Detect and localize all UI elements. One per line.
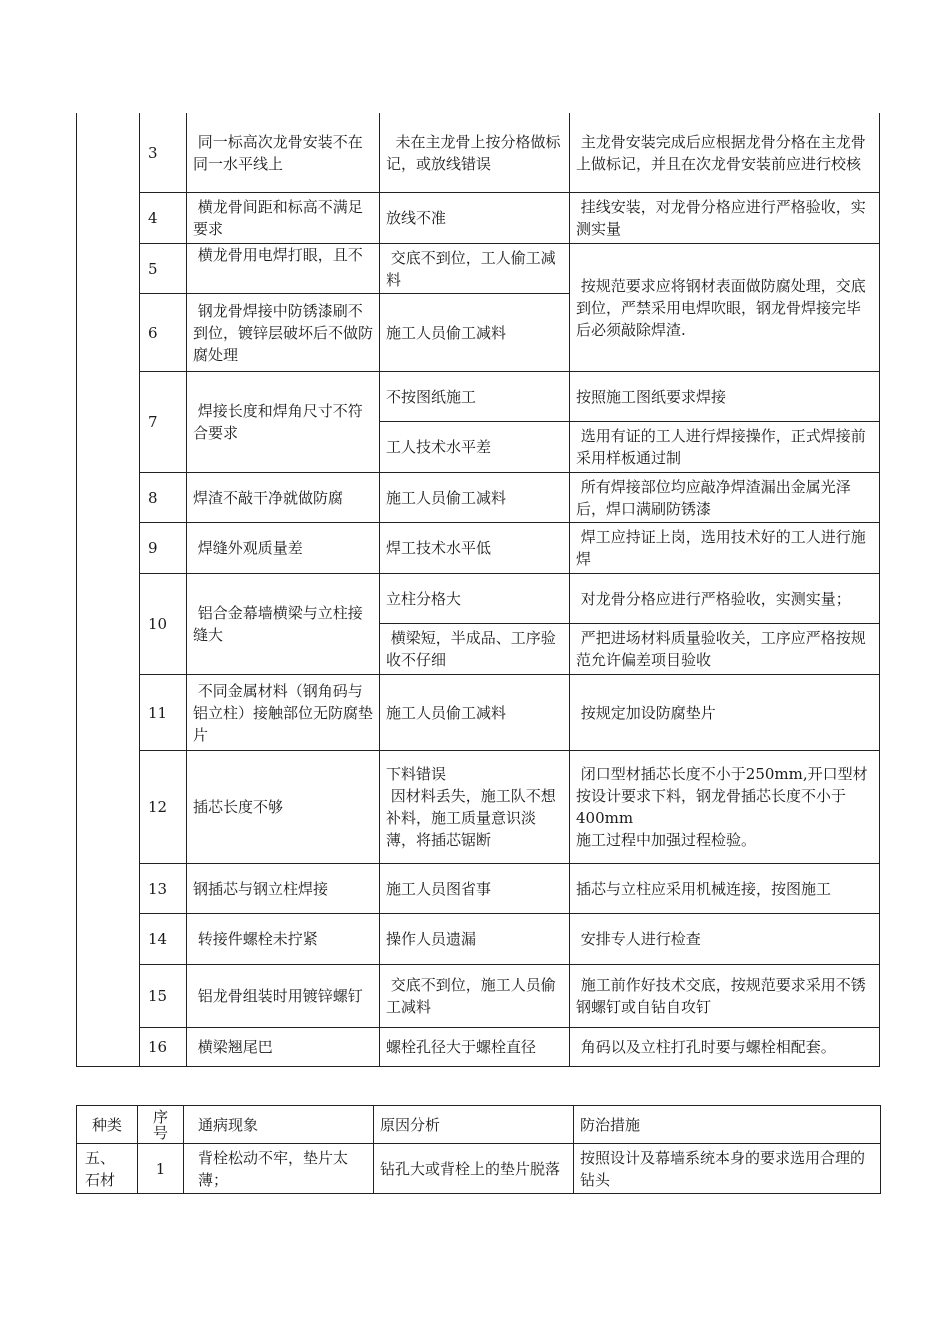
header-no: 序号 — [138, 1106, 184, 1144]
row-number: 5 — [148, 259, 158, 278]
category-cell: 五、石材 — [77, 1144, 138, 1194]
phenomenon-cell: 横龙骨间距和标高不满足要求 — [193, 198, 363, 238]
phenomenon-cell: 不同金属材料（钢角码与铝立柱）接触部位无防腐垫片 — [193, 681, 374, 744]
phenomenon-cell: 焊缝外观质量差 — [193, 539, 303, 557]
cause-cell: 下料错误 因材料丢失，施工队不想补料，施工质量意识淡薄，将插芯锯断 — [386, 765, 556, 849]
measure-cell: 闭口型材插芯长度不小于250mm,开口型材按设计要求下料，钢龙骨插芯长度不小于400mm 施工过程中加强过程检验。 — [576, 765, 868, 849]
cause-cell: 交底不到位，工人偷工减料 — [386, 248, 556, 289]
measure-cell: 按照施工图纸要求焊接 — [576, 387, 727, 406]
header-measure: 防治措施 — [574, 1106, 881, 1144]
phenomenon-cell: 钢插芯与钢立柱焊接 — [193, 879, 329, 898]
cause-cell: 放线不准 — [386, 209, 447, 227]
phenomenon-cell: 插芯长度不够 — [193, 798, 284, 816]
measure-cell: 插芯与立柱应采用机械连接，按图施工 — [576, 879, 832, 898]
measure-cell-merged: 按规范要求应将钢材表面做防腐处理，交底到位，严禁采用电焊吹眼，钢龙骨焊接完毕后必须敲除焊渣. — [576, 276, 866, 339]
header-cause: 原因分析 — [374, 1106, 574, 1144]
cause-cell: 施工人员图省事 — [386, 879, 492, 898]
cause-cell: 工人技术水平差 — [386, 438, 492, 456]
measure-cell: 按规定加设防腐垫片 — [576, 703, 716, 722]
row-number: 7 — [148, 413, 158, 431]
cause-cell: 施工人员偷工减料 — [386, 703, 507, 722]
phenomenon-cell: 转接件螺栓未拧紧 — [193, 930, 318, 948]
row-number: 12 — [148, 798, 168, 816]
measure-cell: 安排专人进行检查 — [576, 930, 701, 948]
table-header-row — [77, 1106, 881, 1144]
cause-cell: 钻孔大或背栓上的垫片脱落 — [374, 1144, 574, 1194]
measure-cell: 焊工应持证上岗，选用技术好的工人进行施焊 — [576, 528, 866, 568]
header-phenomenon: 通病现象 — [184, 1106, 374, 1144]
row-number: 8 — [148, 488, 158, 507]
measure-cell: 挂线安装，对龙骨分格应进行严格验收，实测实量 — [576, 198, 866, 238]
measure-cell: 对龙骨分格应进行严格验收，实测实量； — [576, 589, 851, 608]
phenomenon-cell: 横梁翘尾巴 — [193, 1038, 273, 1056]
measure-cell: 主龙骨安装完成后应根据龙骨分格在主龙骨上做标记，并且在次龙骨安装前应进行校核 — [576, 132, 866, 173]
phenomenon-cell: 横龙骨用电焊打眼，且不 — [193, 246, 363, 264]
row-number: 11 — [148, 703, 168, 722]
measure-cell: 按照设计及幕墙系统本身的要求选用合理的钻头 — [574, 1144, 881, 1194]
row-number: 15 — [148, 987, 168, 1005]
phenomenon-cell: 铝合金幕墙横梁与立柱接缝大 — [193, 604, 363, 644]
stone-defects-table — [76, 1105, 881, 1194]
cause-cell: 立柱分格大 — [386, 589, 462, 608]
row-number: 3 — [148, 143, 158, 162]
cause-cell: 横梁短，半成品、工序验收不仔细 — [386, 629, 556, 669]
row-number: 9 — [148, 539, 158, 557]
cause-cell: 施工人员偷工减料 — [386, 488, 507, 507]
row-number: 10 — [148, 615, 168, 633]
row-number: 14 — [148, 930, 168, 948]
row-number: 1 — [138, 1144, 184, 1194]
cause-cell: 操作人员遗漏 — [386, 930, 477, 948]
row-number: 13 — [148, 879, 168, 898]
cause-cell: 未在主龙骨上按分格做标记，或放线错误 — [386, 132, 561, 173]
measure-cell: 角码以及立柱打孔时要与螺栓相配套。 — [576, 1038, 836, 1056]
cause-cell: 焊工技术水平低 — [386, 539, 492, 557]
measure-cell: 选用有证的工人进行焊接操作，正式焊接前采用样板通过制 — [576, 427, 866, 467]
header-category: 种类 — [77, 1106, 138, 1144]
phenomenon-cell: 铝龙骨组装时用镀锌螺钉 — [193, 987, 363, 1005]
cause-cell: 施工人员偷工减料 — [386, 323, 507, 342]
row-number: 6 — [148, 323, 158, 342]
measure-cell: 施工前作好技术交底，按规范要求采用不锈钢螺钉或自钻自攻钉 — [576, 976, 866, 1016]
table-row — [77, 1144, 881, 1194]
measure-cell: 严把进场材料质量验收关，工序应严格按规范允许偏差项目验收 — [576, 629, 866, 669]
phenomenon-cell: 钢龙骨焊接中防锈漆刷不到位，镀锌层破坏后不做防腐处理 — [193, 301, 374, 364]
phenomenon-cell: 同一标高次龙骨安装不在同一水平线上 — [193, 132, 363, 173]
cause-cell: 交底不到位，施工人员偷工减料 — [386, 976, 556, 1016]
phenomenon-cell: 背栓松动不牢，垫片太薄； — [184, 1144, 374, 1194]
row-number: 16 — [148, 1038, 168, 1056]
phenomenon-cell: 焊接长度和焊角尺寸不符合要求 — [193, 402, 363, 442]
row-number: 4 — [148, 209, 158, 227]
phenomenon-cell: 焊渣不敲干净就做防腐 — [193, 488, 344, 507]
cause-cell: 螺栓孔径大于螺栓直径 — [386, 1038, 537, 1056]
cause-cell: 不按图纸施工 — [386, 387, 477, 406]
measure-cell: 所有焊接部位均应敲净焊渣漏出金属光泽后，焊口满刷防锈漆 — [576, 477, 851, 518]
